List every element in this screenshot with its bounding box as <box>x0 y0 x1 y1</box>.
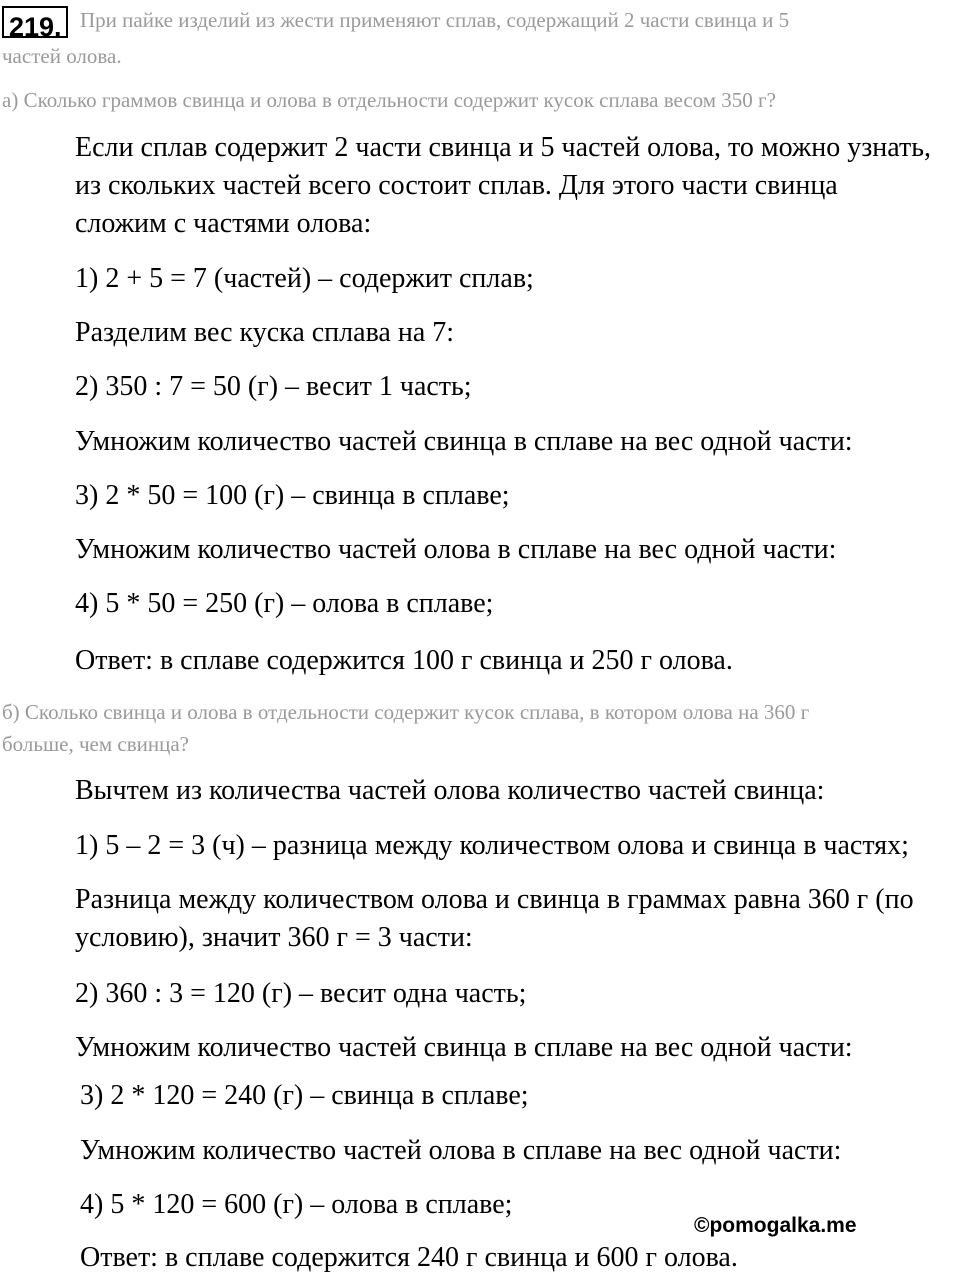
solution-a-step: 4) 5 * 50 = 250 (г) – олова в сплаве; <box>75 588 494 619</box>
solution-a-line: сложим с частями олова: <box>75 208 372 239</box>
solution-b-step: 3) 2 * 120 = 240 (г) – свинца в сплаве; <box>80 1080 529 1111</box>
solution-a-line: Умножим количество частей свинца в сплаве на вес одной части: <box>75 426 853 457</box>
question-b-line-2: больше, чем свинца? <box>2 732 189 756</box>
solution-a-line: Умножим количество частей олова в сплаве на вес одной части: <box>75 534 837 565</box>
problem-number: 219. <box>9 12 62 42</box>
problem-statement-line-1: При пайке изделий из жести применяют сплав, содержащий 2 части свинца и 5 <box>80 8 790 32</box>
answer-b: Ответ: в сплаве содержится 240 г свинца и 600 г олова. <box>80 1242 738 1273</box>
solution-b-line: Умножим количество частей свинца в сплаве на вес одной части: <box>75 1032 853 1063</box>
question-b-line-1: б) Сколько свинца и олова в отдельности содержит кусок сплава, в котором олова на 360 г <box>2 700 810 724</box>
solution-b-line: Разница между количеством олова и свинца в граммах равна 360 г (по <box>75 884 914 915</box>
solution-b-step: 2) 360 : 3 = 120 (г) – весит одна часть; <box>75 978 527 1009</box>
solution-b-line: условию), значит 360 г = 3 части: <box>75 922 473 953</box>
solution-b-step: 1) 5 – 2 = 3 (ч) – разница между количеством олова и свинца в частях; <box>75 830 909 861</box>
solution-b-line: Вычтем из количества частей олова количество частей свинца: <box>75 775 825 806</box>
site-watermark: ©pomogalka.me <box>694 1214 857 1237</box>
solution-a-line: из скольких частей всего состоит сплав. Для этого части свинца <box>75 170 838 201</box>
solution-a-line: Разделим вес куска сплава на 7: <box>75 317 455 348</box>
problem-statement-line-2: частей олова. <box>2 44 122 68</box>
solution-a-line: Если сплав содержит 2 части свинца и 5 частей олова, то можно узнать, <box>75 132 931 163</box>
question-a: а) Сколько граммов свинца и олова в отдельности содержит кусок сплава весом 350 г? <box>2 88 776 112</box>
solution-b-line: Умножим количество частей олова в сплаве на вес одной части: <box>80 1135 842 1166</box>
solution-a-step: 1) 2 + 5 = 7 (частей) – содержит сплав; <box>75 263 534 294</box>
solution-a-step: 3) 2 * 50 = 100 (г) – свинца в сплаве; <box>75 480 510 511</box>
solution-a-step: 2) 350 : 7 = 50 (г) – весит 1 часть; <box>75 371 472 402</box>
solution-b-step: 4) 5 * 120 = 600 (г) – олова в сплаве; <box>80 1189 513 1220</box>
answer-a: Ответ: в сплаве содержится 100 г свинца и 250 г олова. <box>75 645 733 676</box>
problem-number-box <box>2 6 68 42</box>
